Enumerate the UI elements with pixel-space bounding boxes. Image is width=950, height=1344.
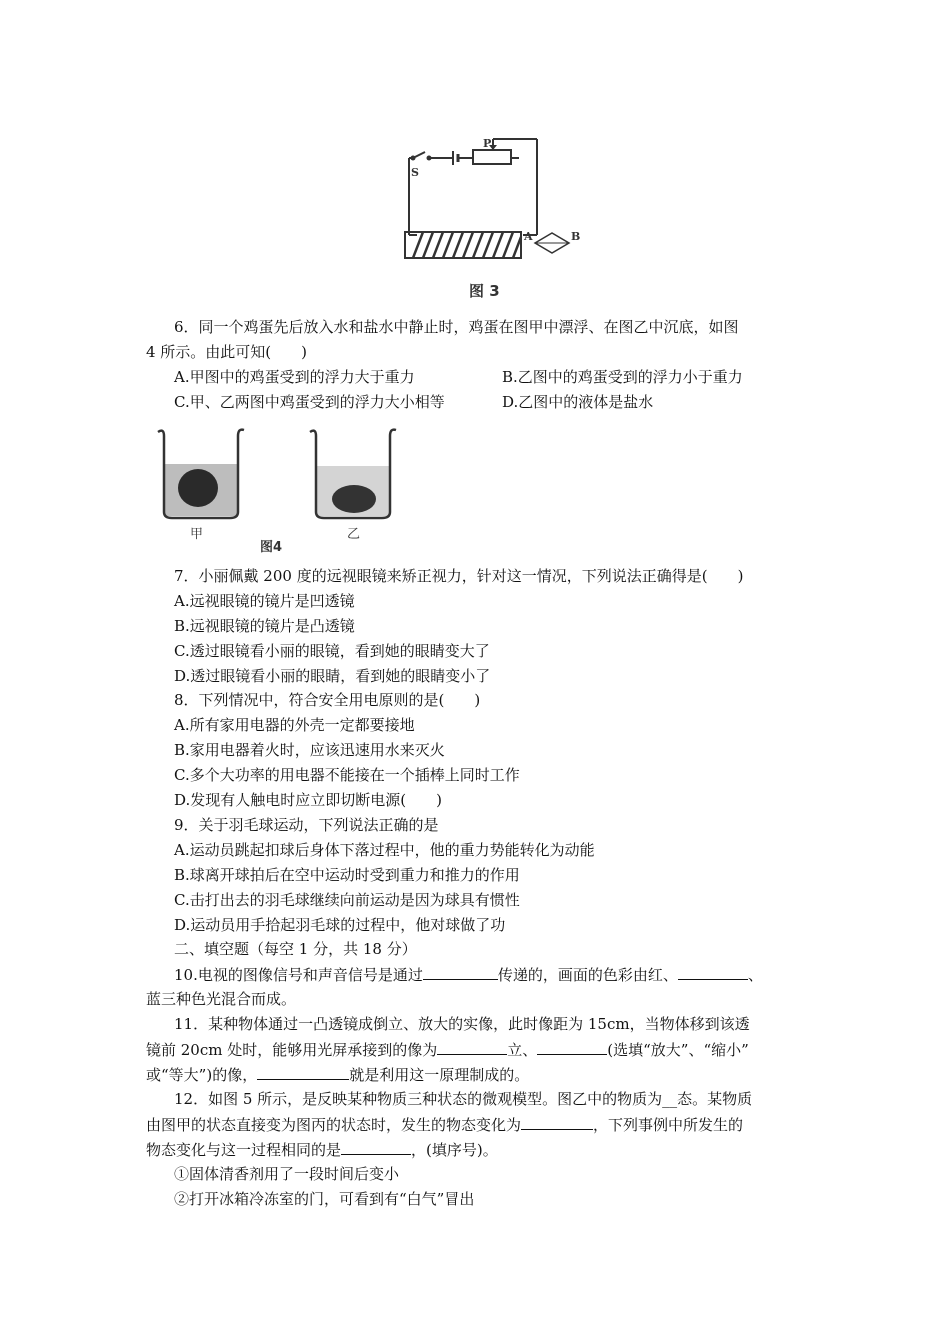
q11-blank-2[interactable] bbox=[537, 1039, 607, 1055]
q12-text-2: ，下列事例中所发生的 bbox=[593, 1116, 744, 1134]
figure-3-circuit bbox=[395, 125, 595, 305]
section-2-title: 二、填空题（每空 1 分，共 18 分） bbox=[174, 940, 417, 958]
label-yi: 乙 bbox=[347, 527, 361, 542]
q12-line1: 12．如图 5 所示，是反映某种物质三种状态的微观模型。图乙中的物质为__态。某物质 bbox=[174, 1090, 753, 1108]
q8-option-a: A.所有家用电器的外壳一定都要接地 bbox=[174, 716, 415, 734]
q11-line2 bbox=[146, 1039, 749, 1060]
q12-line3 bbox=[146, 1139, 498, 1160]
rheostat bbox=[473, 150, 511, 164]
q11-text-2: 立、 bbox=[507, 1041, 538, 1059]
q10-line2: 蓝三种色光混合而成。 bbox=[146, 990, 297, 1008]
q10-blank-1[interactable] bbox=[423, 964, 498, 980]
q9-option-d: D.运动员用手拾起羽毛球的过程中，他对球做了功 bbox=[174, 916, 506, 934]
q8-option-c: C.多个大功率的用电器不能接在一个插棒上同时工作 bbox=[174, 766, 520, 784]
beaker-yi bbox=[310, 430, 396, 518]
q12-blank-2[interactable] bbox=[341, 1139, 411, 1155]
figure-4-caption: 图4 bbox=[260, 540, 283, 555]
q9-option-a: A.运动员跳起扣球后身体下落过程中，他的重力势能转化为动能 bbox=[174, 841, 595, 859]
q10-blank-2[interactable] bbox=[678, 964, 748, 980]
q12-text-1: 由图甲的状态直接变为图丙的状态时，发生的物态变化为 bbox=[146, 1116, 522, 1134]
q11-text-5: 就是利用这一原理制成的。 bbox=[349, 1066, 530, 1084]
q9-option-b: B.球离开球拍后在空中运动时受到重力和推力的作用 bbox=[174, 866, 520, 884]
egg-sunk bbox=[332, 485, 376, 513]
label-a: A bbox=[524, 230, 533, 243]
q7-option-b: B.远视眼镜的镜片是凸透镜 bbox=[174, 617, 355, 635]
label-p: P bbox=[483, 137, 492, 150]
q7-option-c: C.透过眼镜看小丽的眼镜，看到她的眼睛变大了 bbox=[174, 642, 490, 660]
q10-line1 bbox=[174, 964, 763, 985]
q11-blank-1[interactable] bbox=[437, 1039, 507, 1055]
q10-text-1: 10.电视的图像信号和声音信号是通过 bbox=[174, 966, 423, 984]
q9-stem: 9．关于羽毛球运动，下列说法正确的是 bbox=[174, 816, 439, 834]
q8-stem: 8．下列情况中，符合安全用电原则的是( ) bbox=[174, 691, 481, 709]
q6-stem-line2: 4 所示。由此可知( ) bbox=[146, 343, 308, 361]
q6-option-b: B.乙图中的鸡蛋受到的浮力小于重力 bbox=[502, 368, 743, 386]
egg-floating bbox=[178, 469, 218, 507]
q6-stem-line1: 6．同一个鸡蛋先后放入水和盐水中静止时，鸡蛋在图甲中漂浮、在图乙中沉底，如图 bbox=[174, 318, 739, 336]
q11-line3 bbox=[146, 1064, 529, 1085]
q11-text-4: 或“等大”)的像， bbox=[146, 1066, 258, 1084]
figure-4-beakers bbox=[150, 422, 410, 557]
q9-option-c: C.击打出去的羽毛球继续向前运动是因为球具有惯性 bbox=[174, 891, 520, 909]
q10-text-2: 传递的，画面的色彩由红、 bbox=[497, 966, 678, 984]
q10-text-3: 、 bbox=[747, 966, 763, 984]
q7-stem: 7．小丽佩戴 200 度的远视眼镜来矫正视力，针对这一情况，下列说法正确得是( ) bbox=[174, 567, 744, 585]
q11-line1: 11．某种物体通过一凸透镜成倒立、放大的实像，此时像距为 15cm，当物体移到该透 bbox=[174, 1015, 750, 1033]
q8-option-b: B.家用电器着火时，应该迅速用水来灭火 bbox=[174, 741, 445, 759]
label-jia: 甲 bbox=[190, 527, 204, 542]
q11-blank-3[interactable] bbox=[257, 1064, 349, 1080]
q12-item-2: ②打开冰箱冷冻室的门，可看到有“白气”冒出 bbox=[174, 1190, 475, 1208]
q12-item-1: ①固体清香剂用了一段时间后变小 bbox=[174, 1165, 400, 1183]
figure-3-caption: 图 3 bbox=[469, 282, 500, 300]
q7-option-a: A.远视眼镜的镜片是凹透镜 bbox=[174, 592, 355, 610]
q12-text-4: ，(填序号)。 bbox=[411, 1141, 498, 1159]
label-b: B bbox=[571, 230, 581, 243]
q6-option-a: A.甲图中的鸡蛋受到的浮力大于重力 bbox=[174, 368, 415, 386]
beaker-jia bbox=[158, 430, 244, 518]
q11-text-3: (选填“放大”、“缩小” bbox=[607, 1041, 749, 1059]
label-s: S bbox=[411, 166, 419, 179]
q6-option-c: C.甲、乙两图中鸡蛋受到的浮力大小相等 bbox=[174, 393, 445, 411]
q12-blank-1[interactable] bbox=[521, 1114, 593, 1130]
q7-option-d: D.透过眼镜看小丽的眼睛，看到她的眼睛变小了 bbox=[174, 667, 491, 685]
q8-option-d: D.发现有人触电时应立即切断电源( ) bbox=[174, 791, 442, 809]
q11-text-1: 镜前 20cm 处时，能够用光屏承接到的像为 bbox=[146, 1041, 438, 1059]
q12-text-3: 物态变化与这一过程相同的是 bbox=[146, 1141, 342, 1159]
q12-line2 bbox=[146, 1114, 743, 1135]
q6-option-d: D.乙图中的液体是盐水 bbox=[502, 393, 654, 411]
